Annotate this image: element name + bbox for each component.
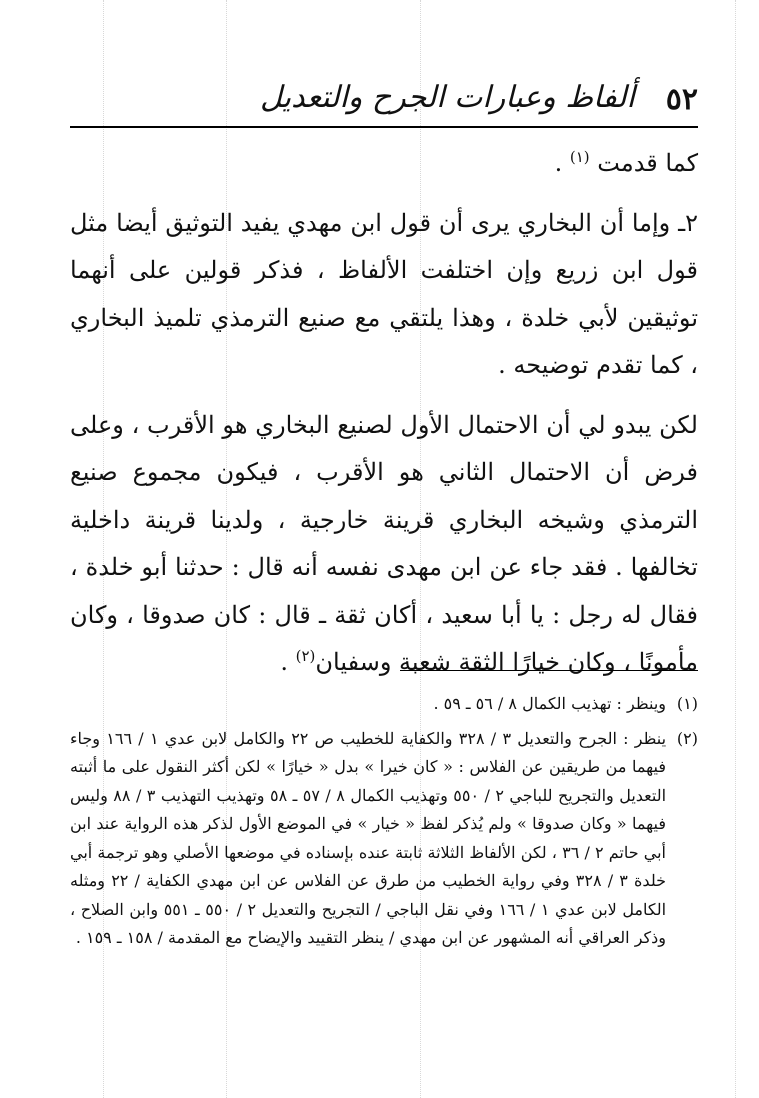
- paragraph-1: كما قدمت $^{(١)}$ .: [554, 148, 698, 177]
- footnote-1: [70, 690, 698, 719]
- paragraph-2: ٢ـ وإما أن البخاري يرى أن قول ابن مهدي يفيد التوثيق أيضا مثل قول ابن زريع وإن اختلفت الألفاظ ، فذكر قولين على أنهما توثيقين لأبي خلدة ، وهذا يلتقي مع صنيع الترمذي تلميذ البخاري ، كما تقدم توضيحه .: [70, 208, 698, 379]
- paragraph-3: لكن يبدو لي أن الاحتمال الأول لصنيع البخاري هو الأقرب ، وعلى فرض أن الاحتمال الثاني هو الأقرب ، فيكون مجموع صنيع الترمذي وشيخه البخاري قرينة خارجية ، ولدينا قرينة داخلية تخالفها . فقد جاء عن ابن مهدى نفسه أنه قال : حدثنا أبو خلدة ، فقال له رجل : يا أبا سعيد ، أكان ثقة ـ قال : كان صدوقا ، وكان مأمونًا ، وكان خيارًا الثقة شعبة وسفيان$^{(٢)}$ .: [70, 410, 698, 676]
- footnotes: [70, 690, 698, 959]
- footnote-text: وينظر : تهذيب الكمال ٨ / ٥٦ ـ ٥٩ .: [433, 694, 666, 713]
- footnote-2: [70, 725, 698, 953]
- main-text: [70, 140, 698, 687]
- footnote-number: (١): [676, 694, 698, 713]
- page-number: ٥٢: [665, 82, 698, 117]
- page-header: [70, 80, 698, 128]
- footnote-text: ينظر : الجرح والتعديل ٣ / ٣٢٨ والكفاية للخطيب ص ٢٢ والكامل لابن عدي ١ / ١٦٦ وجاء فيهما من طريقين عن الفلاس : « كان خيرا » بدل « خيارًا » لكن أكثر النقول على ما أثبته التعديل والتجريح للباجي ٢ / ٥٥٠ وتهذيب الكمال ٨ / ٥٧ ـ ٥٨ وتهذيب التهذيب ٣ / ٨٨ وليس فيهما « وكان صدوقا » ولم يُذكر لفظ « خيار » في الموضع الأول لذكر هذه الرواية عند ابن أبي حاتم ٢ / ٣٦ ، لكن الألفاظ الثلاثة ثابتة عنده بإسناده في موضعها الأصلي وهو ترجمة أبي خلدة ٣ / ٣٢٨ وفي رواية الخطيب من طرق عن الفلاس عن ابن مهدي الكفاية / ٢٢ ومثله الكامل لابن عدي ١ / ١٦٦ وفي نقل الباجي / التجريح والتعديل ٢ / ٥٥٠ ـ ٥٥١ وابن الصلاح ، وذكر العراقي أنه المشهور عن ابن مهدي / ينظر التقييد والإيضاح مع المقدمة / ١٥٨ ـ ١٥٩ .: [70, 728, 667, 947]
- footnote-number: (٢): [676, 728, 698, 748]
- footnote-separator: [400, 670, 698, 671]
- footnote-ref-2[interactable]: (٢): [295, 647, 316, 665]
- footnote-ref-1[interactable]: (١): [569, 148, 590, 166]
- running-title: ألفاظ وعبارات الجرح والتعديل: [260, 80, 635, 115]
- scan-dots: [735, 0, 736, 1098]
